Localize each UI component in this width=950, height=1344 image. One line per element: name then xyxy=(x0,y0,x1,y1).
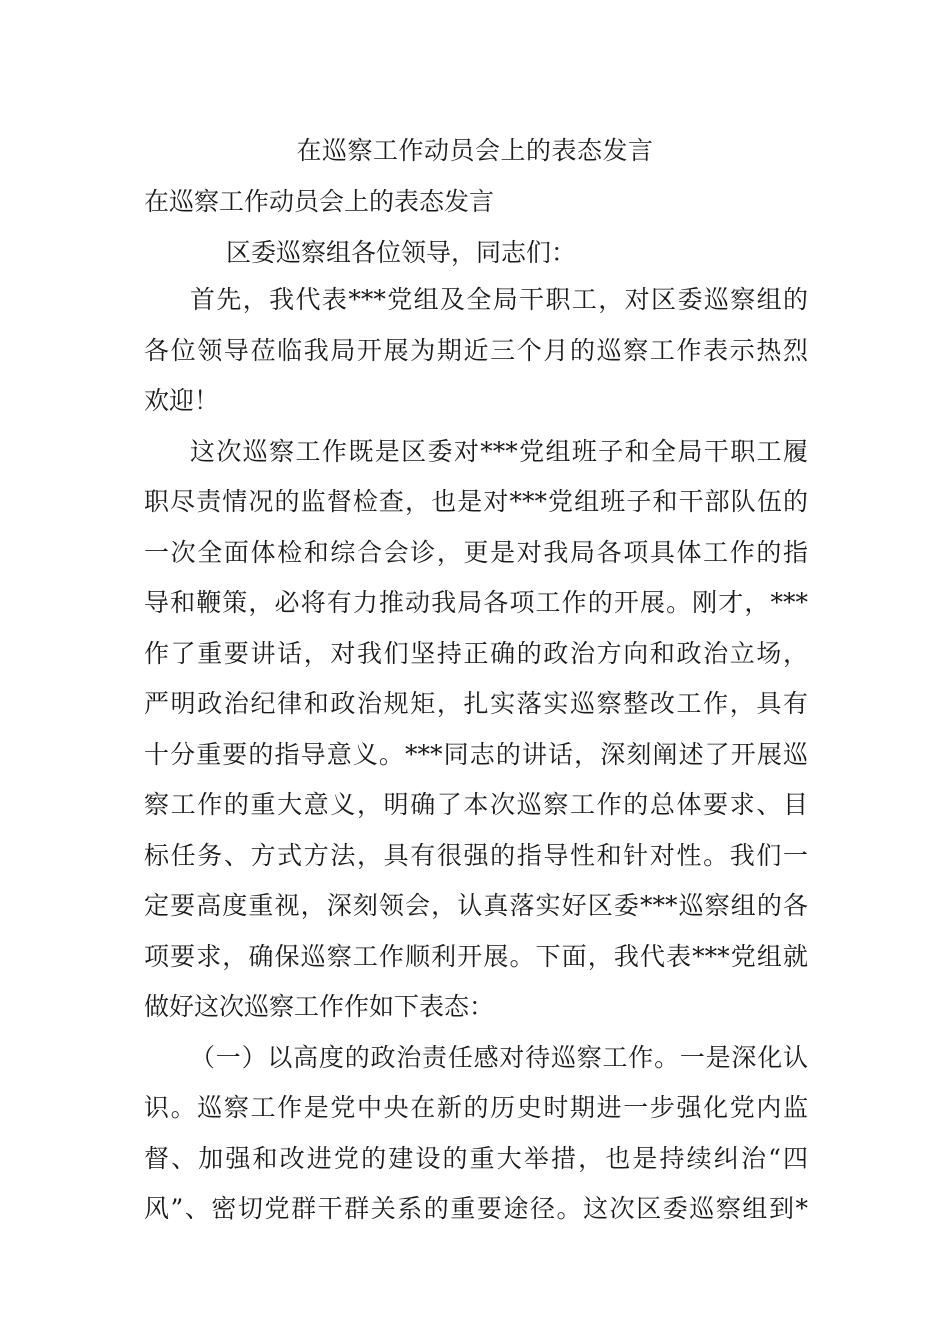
text-line: 项要求，确保巡察工作顺利开展。下面，我代表***党组就 xyxy=(144,941,808,971)
text-line: 严明政治纪律和政治规矩，扎实落实巡察整改工作，具有 xyxy=(144,689,808,718)
document-subtitle: 在巡察工作动员会上的表态发言 xyxy=(144,187,495,216)
text-line: 首先，我代表***党组及全局干职工，对区委巡察组的 xyxy=(190,285,808,314)
document-title: 在巡察工作动员会上的表态发言 xyxy=(296,136,654,165)
text-line: 做好这次巡察工作作如下表态： xyxy=(144,992,495,1021)
text-line: 各位领导莅临我局开展为期近三个月的巡察工作表示热烈 xyxy=(144,335,808,365)
paragraph-welcome xyxy=(144,282,808,434)
text-line: 标任务、方式方法，具有很强的指导性和针对性。我们一 xyxy=(144,840,808,870)
text-line: 督、加强和改进党的建设的重大举措，也是持续纠治“四 xyxy=(144,1143,808,1173)
text-line: 欢迎！ xyxy=(144,386,220,415)
paragraph-point-one xyxy=(144,1040,808,1242)
text-line: 定要高度重视，深刻领会，认真落实好区委***巡察组的各 xyxy=(144,891,808,920)
text-line: 这次巡察工作既是区委对***党组班子和全局干职工履 xyxy=(190,436,808,466)
paragraph-significance xyxy=(144,434,808,1040)
body-text xyxy=(144,282,808,1242)
salutation: 区委巡察组各位领导，同志们： xyxy=(226,238,577,267)
text-line: 作了重要讲话，对我们坚持正确的政治方向和政治立场， xyxy=(144,638,808,668)
text-line: （一）以高度的政治责任感对待巡察工作。一是深化认 xyxy=(190,1042,808,1072)
text-line: 识。巡察工作是党中央在新的历史时期进一步强化党内监 xyxy=(144,1093,808,1122)
text-line: 职尽责情况的监督检查，也是对***党组班子和干部队伍的 xyxy=(144,487,808,516)
text-line: 风”、密切党群干群关系的重要途径。这次区委巡察组到* xyxy=(144,1194,808,1223)
text-line: 一次全面体检和综合会诊，更是对我局各项具体工作的指 xyxy=(144,537,808,567)
text-line: 十分重要的指导意义。***同志的讲话，深刻阐述了开展巡 xyxy=(144,739,808,769)
text-line: 察工作的重大意义，明确了本次巡察工作的总体要求、目 xyxy=(144,790,808,819)
text-line: 导和鞭策，必将有力推动我局各项工作的开展。刚才，*** xyxy=(144,588,808,617)
